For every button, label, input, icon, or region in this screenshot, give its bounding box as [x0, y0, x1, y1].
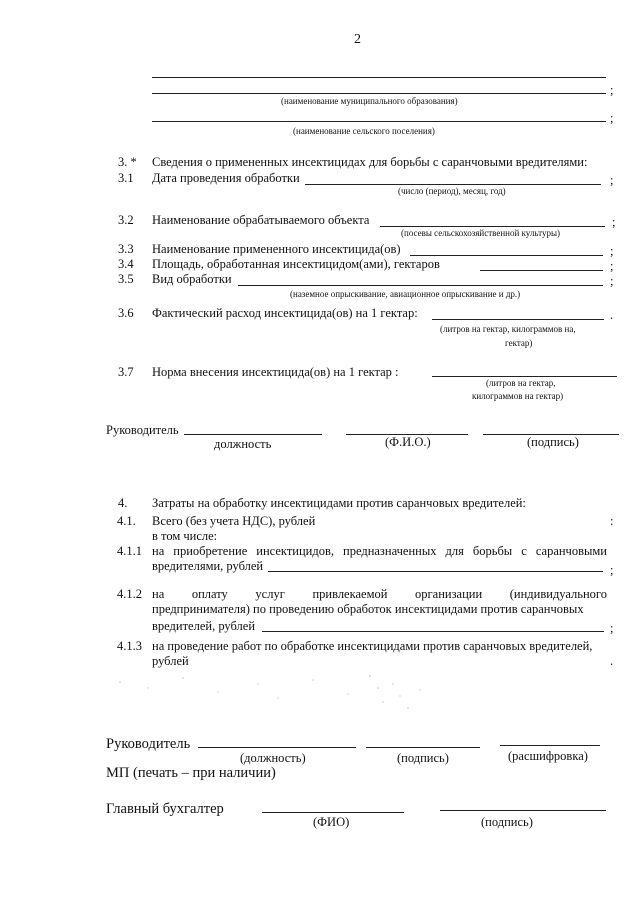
item-label: Дата проведения обработки [152, 171, 300, 185]
period: . [610, 308, 614, 322]
item-caption: (литров на гектар, [486, 378, 556, 388]
item-text: на приобретение инсектицидов, предназначенных для борьбы с саранчовыми [152, 544, 607, 558]
item-text: вредителей, рублей [152, 619, 256, 633]
item-sub-label: в том числе: [152, 529, 218, 543]
treatment-type-blank [238, 285, 603, 286]
period: . [610, 654, 614, 668]
semicolon: ; [610, 274, 614, 288]
item-label: Всего (без учета НДС), рублей [152, 514, 316, 528]
section4-number: 4. [118, 496, 128, 510]
head-label: Руководитель [106, 423, 179, 437]
semicolon: ; [610, 173, 614, 187]
item-number: 3.5 [118, 272, 134, 286]
item-caption: гектар) [505, 338, 533, 348]
position-blank [198, 747, 356, 748]
semicolon: ; [610, 259, 614, 273]
item-text: на проведение работ по обработке инсектицидами против саранчовых вредителей, [152, 639, 593, 653]
section3-title: Сведения о примененных инсектицидах для борьбы с саранчовыми вредителями: [152, 155, 588, 169]
item-label: Вид обработки [152, 272, 232, 286]
accountant-label: Главный бухгалтер [106, 801, 224, 817]
item-label: Наименование обрабатываемого объекта [152, 213, 370, 227]
item-text: рублей [152, 654, 189, 668]
municipality-blank [152, 93, 606, 94]
item-number: 3.3 [118, 242, 134, 256]
item-caption: (посевы сельскохозяйственной культуры) [401, 228, 561, 238]
settlement-caption: (наименование сельского поселения) [293, 126, 435, 136]
position-caption: (должность) [240, 751, 306, 765]
insecticide-blank [410, 255, 603, 256]
fio-caption: (ФИО) [313, 815, 350, 829]
item-number: 4.1.2 [117, 587, 142, 601]
position-caption: должность [214, 437, 272, 451]
item-caption: (число (период), месяц, год) [398, 186, 506, 196]
semicolon: ; [610, 244, 614, 258]
name-caption: (Ф.И.О.) [385, 435, 431, 449]
item-label: Норма внесения инсектицида(ов) на 1 гектар : [152, 365, 399, 379]
item-text: предпринимателя) по проведению обработок инсектицидами против саранчовых [152, 602, 584, 616]
accountant-signature-blank [440, 810, 606, 811]
semicolon: ; [610, 83, 614, 97]
scan-noise [108, 668, 438, 718]
area-blank [480, 270, 603, 271]
item-caption: (наземное опрыскивание, авиационное опрыскивание и др.) [290, 289, 521, 299]
page-number: 2 [354, 32, 361, 47]
blank-line [152, 77, 606, 78]
position-blank [184, 434, 322, 435]
semicolon: ; [612, 215, 616, 229]
accountant-signature-caption: (подпись) [481, 815, 533, 829]
item-number: 4.1.1 [117, 544, 142, 558]
item-text: на оплату услуг привлекаемой организации (индивидуального [152, 587, 607, 601]
item-number: 3.2 [118, 213, 134, 227]
item-number: 3.4 [118, 257, 134, 271]
item-number: 3.1 [118, 171, 134, 185]
municipality-caption: (наименование муниципального образования) [281, 96, 458, 106]
item-text: вредителями, рублей [152, 559, 264, 573]
signature-caption: (подпись) [397, 751, 449, 765]
section4-title: Затраты на обработку инсектицидами против саранчовых вредителей: [152, 496, 526, 510]
item-label: Фактический расход инсектицида(ов) на 1 гектар: [152, 306, 418, 320]
services-amount-blank [262, 631, 604, 632]
decoding-blank [500, 745, 600, 746]
item-caption: (литров на гектар, килограммов на, [440, 324, 576, 334]
item-number: 4.1. [117, 514, 136, 528]
stamp-label: МП (печать – при наличии) [106, 765, 276, 781]
item-number: 4.1.3 [117, 639, 142, 653]
purchase-amount-blank [268, 571, 603, 572]
head-label: Руководитель [106, 736, 191, 752]
item-label: Площадь, обработанная инсектицидом(ами), гектаров [152, 257, 440, 271]
colon: : [610, 514, 614, 528]
decoding-caption: (расшифровка) [508, 749, 588, 763]
date-blank [305, 184, 601, 185]
item-caption: килограммов на гектар) [472, 391, 564, 401]
accountant-name-blank [262, 812, 404, 813]
item-label: Наименование примененного инсектицида(ов) [152, 242, 401, 256]
signature-caption: (подпись) [527, 435, 579, 449]
signature-blank [366, 747, 480, 748]
semicolon: ; [610, 111, 614, 125]
item-number: 3.7 [118, 365, 134, 379]
section3-number: 3. * [118, 155, 137, 169]
rate-blank [432, 376, 617, 377]
settlement-blank [152, 121, 606, 122]
semicolon: ; [610, 563, 614, 577]
semicolon: ; [610, 621, 614, 635]
item-number: 3.6 [118, 306, 134, 320]
consumption-blank [432, 319, 604, 320]
object-blank [380, 226, 605, 227]
